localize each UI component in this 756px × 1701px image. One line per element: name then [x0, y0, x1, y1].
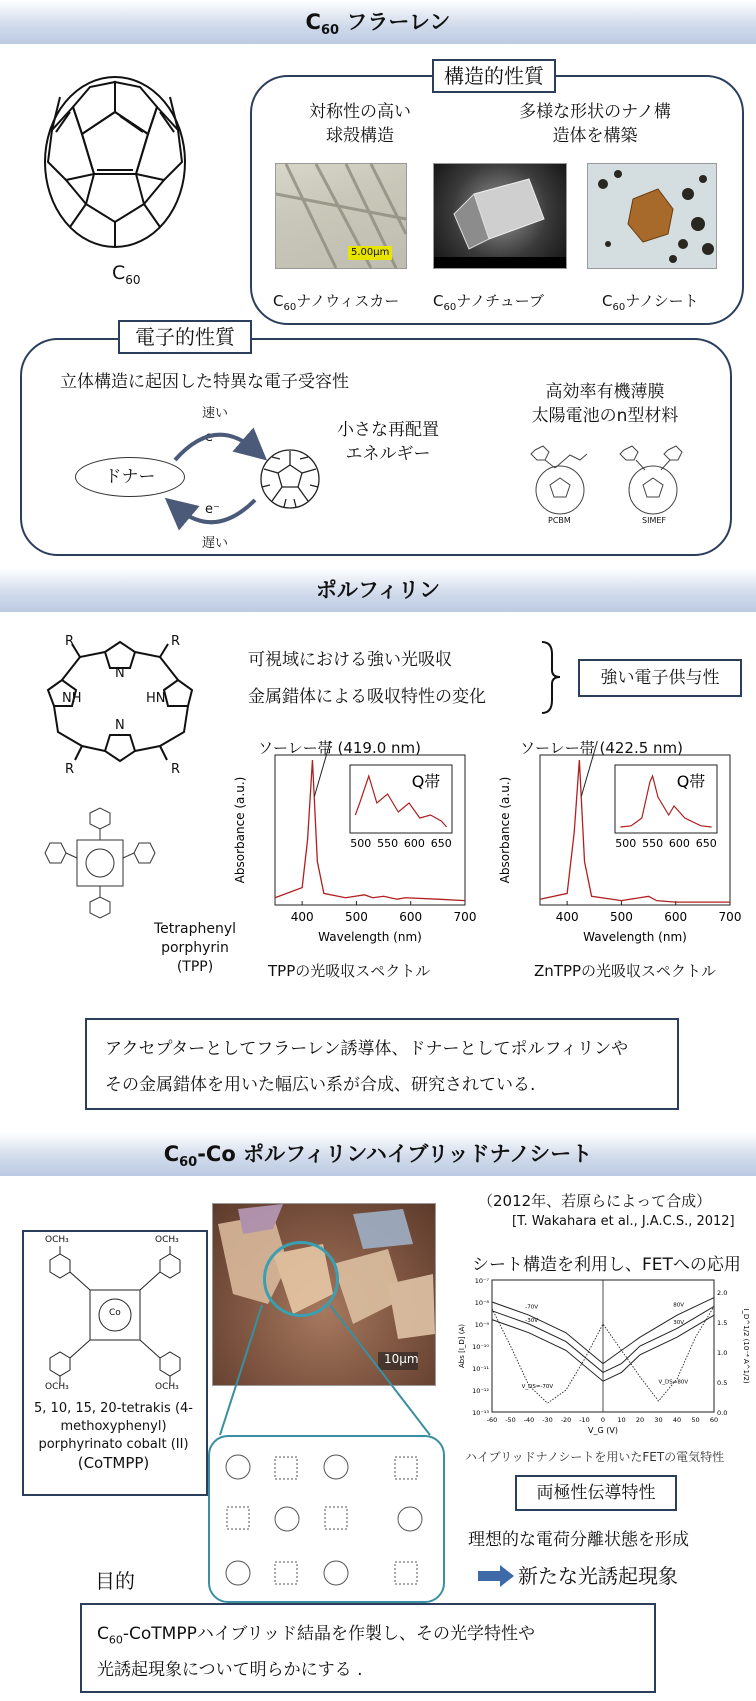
fet-x-tick-label: 60 [709, 1416, 719, 1424]
structural-properties-tag: 構造的性質 [432, 59, 556, 93]
fet-y-tick-label: 10⁻⁸ [474, 1299, 489, 1307]
nanotube-shape [434, 164, 566, 268]
c60-molecule-label [112, 262, 141, 287]
nanowhisker-caption-base: C [273, 292, 284, 310]
fet-x-tick-label: -20 [560, 1416, 572, 1424]
reorg-line2: エネルギー [345, 444, 431, 464]
fet-y-tick-label: 10⁻¹¹ [472, 1365, 489, 1373]
fet-x-tick-label: 50 [691, 1416, 700, 1424]
electron-label-top: e⁻ [205, 430, 220, 445]
nanowhisker-caption-sub: 60 [283, 302, 297, 313]
nanowhisker-caption [273, 290, 399, 313]
y-axis-label: Absorbance (a.u.) [233, 776, 247, 884]
fet-heading: シート構造を利用し、FETへの応用 [472, 1255, 741, 1275]
cotmpp-name-line2: methoxyphenyl) [60, 1419, 167, 1434]
fet-x-tick-label: 10 [617, 1416, 626, 1424]
inset-tick-label: 600 [403, 837, 425, 850]
reorg-energy-text [318, 418, 458, 466]
purpose-line-2: 光誘起現象について明らかにする . [97, 1660, 363, 1680]
fet-annotation: V_DS=80V [658, 1379, 689, 1386]
summary-line-1: アクセプターとしてフラーレン誘導体、ドナーとしてポルフィリンや [105, 1039, 629, 1059]
donor-ellipse [75, 457, 185, 497]
fet-x-tick-label: 0 [600, 1416, 606, 1424]
zntpp-spectrum-caption: ZnTPPの光吸収スペクトル [534, 962, 717, 980]
ambipolar-box: 両極性伝導特性 [515, 1475, 677, 1511]
soret-pointer-line [314, 741, 330, 796]
purpose-c-sub: 60 [108, 1633, 123, 1647]
charge-separation-text: 理想的な電荷分離状態を形成 [468, 1530, 689, 1550]
slow-label: 遅い [202, 536, 229, 551]
electronic-heading: 立体構造に起因した特異な電子受容性 [60, 372, 349, 392]
synthesis-note: （2012年、若原らによって合成） [478, 1192, 712, 1210]
acceptor-fullerene-icon [258, 447, 322, 511]
porphyrin-nh-label: NH [62, 691, 82, 706]
nanosheet-caption-text: ナノシート [625, 292, 699, 310]
reorg-line1: 小さな再配置 [337, 420, 439, 440]
lattice-grid [210, 1437, 443, 1601]
fet-y-tick-label: 10⁻⁹ [474, 1321, 489, 1329]
absorption-line-1: 可視域における強い光吸収 [248, 650, 452, 670]
nanosheet-shape [588, 164, 716, 268]
porphyrin-title-band: ポルフィリン [0, 568, 756, 612]
fet-x-tick-label: -60 [486, 1416, 498, 1424]
fet-y-tick-label: 10⁻¹² [472, 1387, 489, 1395]
x-tick-label: 700 [718, 910, 742, 924]
nanowhisker-scale-bar: 5.00μm [348, 246, 392, 260]
nanosheet-caption [602, 290, 699, 313]
fet-x-tick-label: -10 [579, 1416, 590, 1424]
x-axis-label: Wavelength (nm) [318, 930, 422, 944]
c60-label-base: C [112, 262, 126, 284]
hybrid-title-base: C [163, 1142, 180, 1166]
y-axis-label: Absorbance (a.u.) [498, 776, 512, 884]
fet-y-tick-label: 10⁻⁷ [474, 1277, 489, 1285]
nanosheet-caption-base: C [602, 292, 613, 310]
tpp-label-line1: Tetraphenyl [153, 921, 237, 937]
fet-y2-axis-label: I_D^1/2 (10⁻⁴ A^1/2) [742, 1308, 750, 1384]
x-tick-label: 700 [453, 910, 477, 924]
solar-line2: 太陽電池のn型材料 [531, 406, 679, 426]
hybrid-title-band [0, 1132, 756, 1176]
fet-annotation: V_DS=-70V [521, 1383, 554, 1390]
fet-x-tick-label: -50 [505, 1416, 516, 1424]
summary-line-2: その金属錯体を用いた幅広い系が合成、研究されている. [105, 1075, 536, 1095]
solar-line1: 高効率有機薄膜 [545, 382, 665, 402]
inset-tick-label: 500 [615, 837, 637, 850]
fet-x-axis-label: V_G (V) [588, 1426, 618, 1435]
struct-right-heading-line2: 造体を構築 [552, 126, 638, 146]
struct-right-heading-line1: 多様な形状のナノ構 [519, 102, 671, 122]
x-tick-label: 400 [555, 910, 579, 924]
q-band-label: Q帯 [676, 772, 706, 791]
fet-x-tick-label: -40 [523, 1416, 535, 1424]
purpose-c-base: C [97, 1624, 109, 1644]
soret-label-zntpp: ソーレー帯 (422.5 nm) [520, 739, 684, 757]
x-tick-label: 600 [399, 910, 423, 924]
fullerene-title-band [0, 0, 756, 44]
purpose-box [80, 1603, 656, 1693]
nanowhisker-caption-text: ナノウィスカー [296, 292, 400, 310]
simef-label: SIMEF [642, 516, 666, 525]
fet-annotation: -30V [525, 1317, 539, 1324]
och3-label-2: OCH₃ [155, 1235, 179, 1245]
pcbm-molecule-icon [525, 440, 595, 520]
nanowhisker-photo [275, 163, 407, 269]
cotmpp-name-line3: porphyrinato cobalt (II) [38, 1437, 189, 1452]
porphyrin-hn-label: HN [146, 691, 166, 706]
soret-pointer-line [581, 741, 597, 796]
cotmpp-name-line1: 5, 10, 15, 20-tetrakis (4- [34, 1401, 193, 1416]
nanosheet-photo [587, 163, 717, 269]
summary-box [85, 1018, 679, 1110]
reference-citation: [T. Wakahara et al., J.A.C.S., 2012] [512, 1214, 735, 1229]
c60-label-sub: 60 [125, 272, 141, 287]
inset-tick-label: 550 [377, 837, 399, 850]
fet-y-tick-label: 10⁻¹⁰ [472, 1343, 489, 1351]
electronic-properties-tag: 電子的性質 [118, 320, 252, 354]
tpp-label-line2: porphyrin [161, 940, 229, 956]
inset-tick-label: 650 [430, 837, 452, 850]
curly-brace [540, 640, 562, 715]
fet-y2-tick-label: 1.5 [717, 1319, 728, 1327]
x-axis-label: Wavelength (nm) [583, 930, 687, 944]
micrograph-scale-label: 10μm [384, 1352, 419, 1366]
fet-x-tick-label: 40 [672, 1416, 682, 1424]
inset-tick-label: 550 [642, 837, 664, 850]
porphyrin-r-label-4: R [171, 762, 181, 777]
fast-label: 速い [202, 406, 229, 421]
x-tick-label: 500 [344, 910, 368, 924]
fet-y-tick-label: 10⁻¹³ [472, 1409, 489, 1417]
pcbm-label: PCBM [548, 516, 571, 525]
struct-left-heading-line2: 球殻構造 [326, 126, 394, 146]
fet-x-tick-label: 30 [654, 1416, 663, 1424]
tpp-spectrum-chart [230, 745, 480, 945]
tpp-label-line3: (TPP) [176, 959, 214, 975]
purpose-heading: 目的 [95, 1569, 135, 1593]
struct-left-heading-line1: 対称性の高い [309, 102, 411, 122]
purpose-line-1-text: -CoTMPPハイブリッド結晶を作製し、その光学特性や [122, 1624, 535, 1644]
c60-molecule-drawing [40, 72, 190, 257]
tpp-spectrum-caption: TPPの光吸収スペクトル [268, 962, 431, 980]
hybrid-lattice-box [208, 1435, 445, 1603]
porphyrin-r-label-2: R [171, 634, 181, 649]
nanotube-caption-sub: 60 [443, 302, 457, 313]
x-tick-label: 500 [609, 910, 633, 924]
electron-donor-box: 強い電子供与性 [578, 659, 742, 697]
nanotube-caption-base: C [433, 292, 444, 310]
result-arrow-icon [478, 1565, 514, 1587]
fet-y2-tick-label: 0.5 [717, 1379, 728, 1387]
porphyrin-core-structure [30, 632, 210, 787]
inset-tick-label: 500 [350, 837, 372, 850]
fet-annotation: 80V [673, 1302, 685, 1309]
soret-label-tpp: ソーレー帯 (419.0 nm) [258, 739, 422, 757]
fet-x-tick-label: 20 [635, 1416, 645, 1424]
inset-tick-label: 650 [695, 837, 717, 850]
fet-annotation: -70V [525, 1304, 539, 1311]
nanotube-photo [433, 163, 567, 269]
porphyrin-n-top: N [115, 666, 125, 681]
fet-y2-tick-label: 0.0 [717, 1409, 728, 1417]
fullerene-title: フラーレン [339, 10, 451, 34]
zntpp-spectrum-chart [495, 745, 745, 945]
och3-label-4: OCH₃ [155, 1382, 179, 1392]
struct-right-heading [495, 100, 695, 148]
och3-label-3: OCH₃ [45, 1382, 69, 1392]
porphyrin-r-label-1: R [65, 634, 75, 649]
cotmpp-name [26, 1400, 201, 1472]
fet-y2-tick-label: 2.0 [717, 1289, 728, 1297]
fet-annotation: 30V [673, 1320, 685, 1326]
fullerene-title-base: C [305, 10, 321, 34]
q-band-label: Q帯 [411, 772, 441, 791]
simef-molecule-icon [618, 440, 688, 520]
absorption-line-2: 金属錯体による吸収特性の変化 [248, 687, 486, 707]
fet-characteristics-chart [452, 1272, 752, 1440]
cobalt-label: Co [109, 1308, 121, 1318]
fet-y-axis-label: Abs [I_D] (A) [458, 1324, 466, 1368]
porphyrin-r-label-3: R [65, 762, 75, 777]
inset-tick-label: 600 [668, 837, 690, 850]
hybrid-title: -Co ポルフィリンハイブリッドナノシート [197, 1142, 593, 1166]
cotmpp-abbr: (CoTMPP) [77, 1454, 150, 1472]
nanosheet-caption-sub: 60 [612, 302, 626, 313]
fullerene-title-sub: 60 [320, 23, 340, 39]
result-text: 新たな光誘起現象 [518, 1564, 678, 1588]
fet-y2-tick-label: 1.0 [717, 1349, 728, 1357]
nanotube-caption [433, 290, 544, 313]
hybrid-title-sub: 60 [179, 1155, 198, 1171]
electron-label-bottom: e⁻ [205, 502, 220, 517]
och3-label-1: OCH₃ [45, 1235, 69, 1245]
donor-label: ドナー [104, 467, 156, 487]
fet-x-tick-label: -30 [542, 1416, 553, 1424]
zoom-connector-lines [210, 1300, 440, 1440]
nanotube-caption-text: ナノチューブ [456, 292, 544, 310]
fet-caption: ハイブリッドナノシートを用いたFETの電気特性 [465, 1450, 725, 1464]
struct-left-heading [285, 100, 435, 148]
x-tick-label: 600 [664, 910, 688, 924]
purpose-line-1 [97, 1619, 535, 1646]
tpp-structure [45, 808, 155, 918]
x-tick-label: 400 [290, 910, 314, 924]
solar-cell-text [505, 380, 705, 428]
porphyrin-n-bottom: N [115, 718, 125, 733]
